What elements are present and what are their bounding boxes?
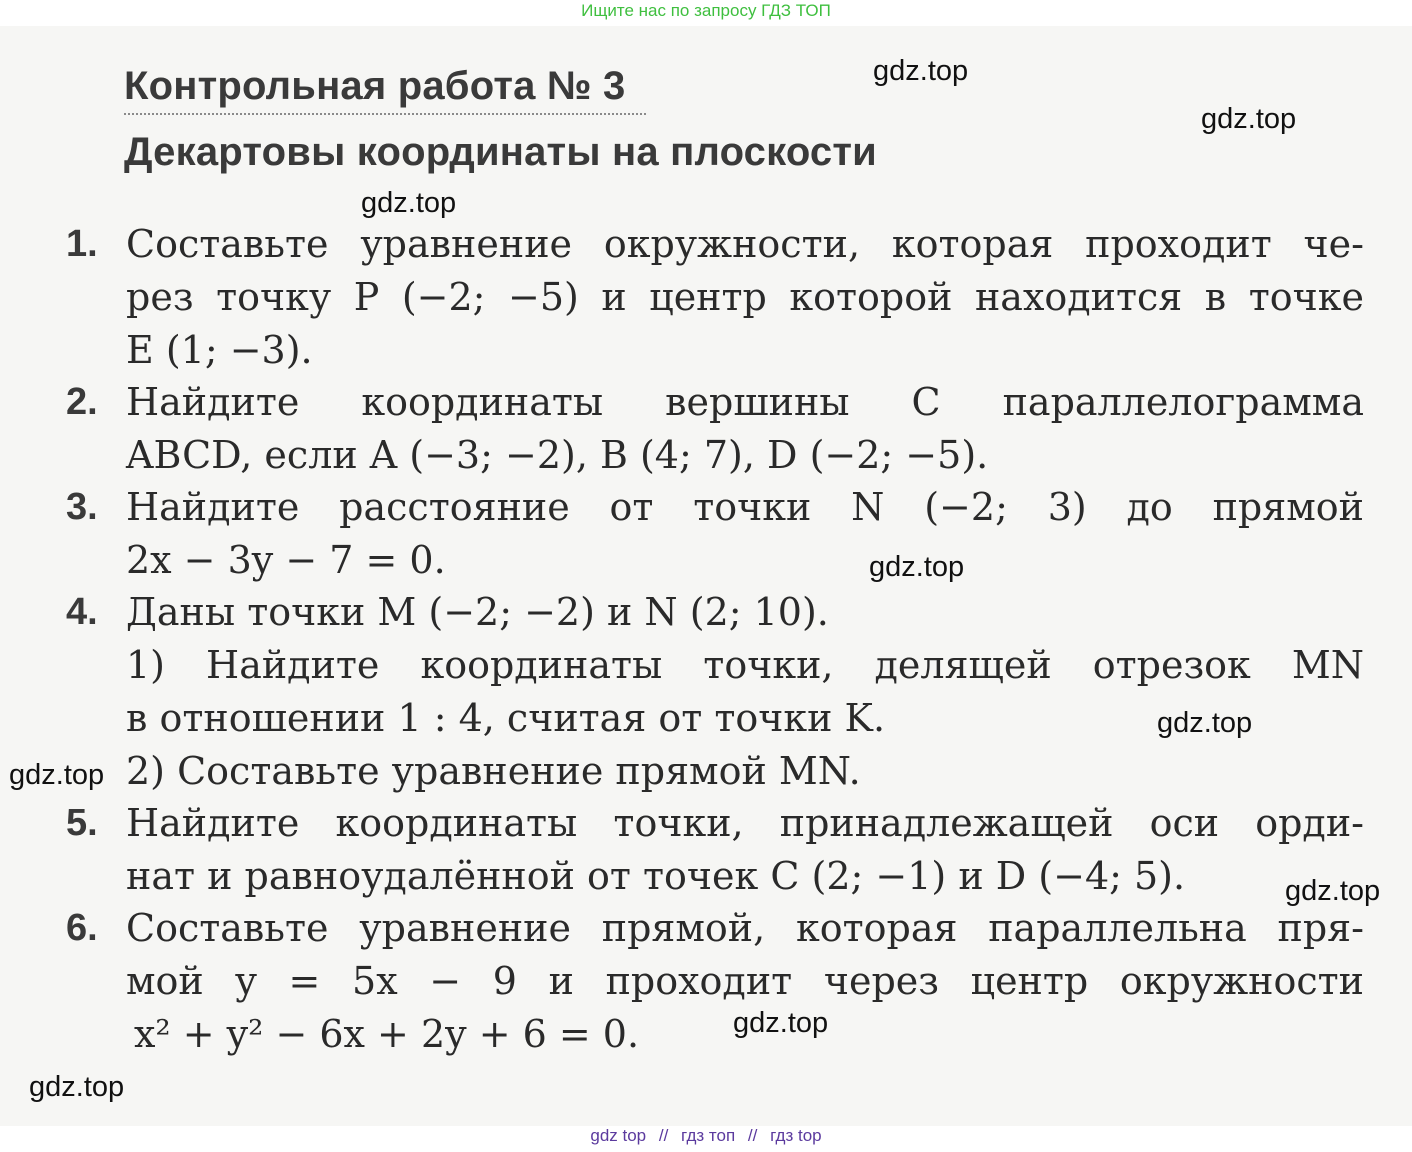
footer-separator: // bbox=[658, 1126, 669, 1145]
task-1-line-3: E (1; −3). bbox=[126, 328, 313, 372]
page-subtitle: Декартовы координаты на плоскости bbox=[124, 130, 877, 174]
task-number-4: 4. bbox=[66, 591, 98, 633]
task-1-line-1: Составьте уравнение окружности, которая проходит че- bbox=[126, 222, 1364, 266]
watermark: gdz.top bbox=[873, 55, 969, 87]
task-2-line-1: Найдите координаты вершины C параллелограмма bbox=[126, 380, 1364, 424]
watermark: gdz.top bbox=[869, 551, 965, 583]
task-6-line-2: мой y = 5x − 9 и проходит через центр окружности bbox=[126, 959, 1364, 1003]
page-title: Контрольная работа № 3 bbox=[124, 64, 626, 108]
task-4-line-4: 2) Составьте уравнение прямой MN. bbox=[126, 749, 861, 793]
task-number-2: 2. bbox=[66, 381, 98, 423]
task-1-line-2: рез точку P (−2; −5) и центр которой находится в точке bbox=[126, 275, 1364, 319]
task-3-line-1: Найдите расстояние от точки N (−2; 3) до прямой bbox=[126, 485, 1364, 529]
task-4-line-1: Даны точки M (−2; −2) и N (2; 10). bbox=[126, 590, 829, 634]
search-banner-link[interactable]: Ищите нас по запросу ГДЗ ТОП bbox=[581, 1, 831, 20]
task-2-line-2: ABCD, если A (−3; −2), B (4; 7), D (−2; −5). bbox=[126, 433, 989, 477]
watermark: gdz.top bbox=[1285, 875, 1381, 907]
task-number-6: 6. bbox=[66, 907, 98, 949]
title-underline bbox=[124, 113, 646, 115]
task-number-5: 5. bbox=[66, 802, 98, 844]
watermark: gdz.top bbox=[1201, 103, 1297, 135]
task-6-line-1: Составьте уравнение прямой, которая параллельна пря- bbox=[126, 906, 1364, 950]
task-number-1: 1. bbox=[66, 223, 98, 265]
footer-link-gdz-top-mixed[interactable]: гдз top bbox=[770, 1126, 822, 1145]
watermark: gdz.top bbox=[361, 187, 457, 219]
task-6-line-3: x² + y² − 6x + 2y + 6 = 0. bbox=[134, 1012, 640, 1056]
task-4-line-3: в отношении 1 : 4, считая от точки K. bbox=[126, 696, 886, 740]
watermark: gdz.top bbox=[29, 1071, 125, 1103]
task-3-line-2: 2x − 3y − 7 = 0. bbox=[126, 538, 446, 582]
footer-link-gdz-top[interactable]: gdz top bbox=[590, 1126, 647, 1145]
task-number-3: 3. bbox=[66, 486, 98, 528]
watermark: gdz.top bbox=[1157, 707, 1253, 739]
task-4-line-2: 1) Найдите координаты точки, делящей отрезок MN bbox=[126, 643, 1364, 687]
watermark: gdz.top bbox=[733, 1007, 829, 1039]
task-5-line-1: Найдите координаты точки, принадлежащей оси орди- bbox=[126, 801, 1364, 845]
footer-separator: // bbox=[747, 1126, 758, 1145]
footer-links bbox=[0, 1126, 1412, 1146]
task-5-line-2: нат и равноудалённой от точек C (2; −1) и D (−4; 5). bbox=[126, 854, 1186, 898]
footer-link-gdz-top-cyrillic[interactable]: гдз топ bbox=[681, 1126, 736, 1145]
watermark: gdz.top bbox=[9, 759, 105, 791]
